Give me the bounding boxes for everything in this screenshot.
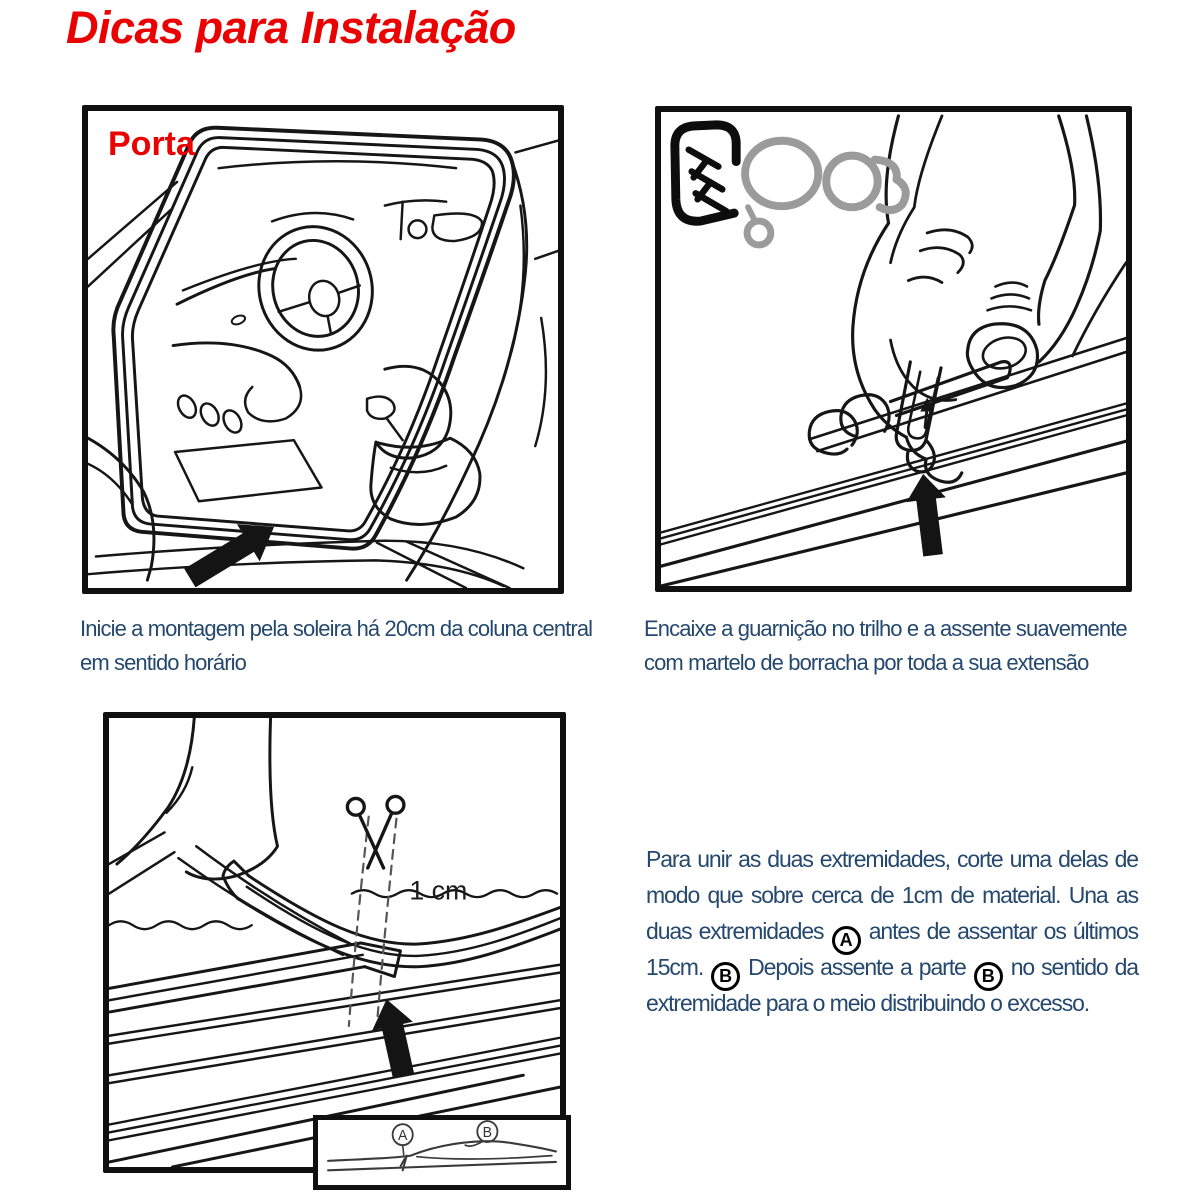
- join-instructions-line: modo que sobre cerca de 1cm de material. Una as: [646, 882, 1138, 908]
- door-panel: [82, 105, 564, 594]
- install-start-arrow: [184, 524, 274, 587]
- cut-illustration: [109, 718, 560, 1167]
- hammer-caption-line1: Encaixe a guarnição no trilho e a assente suavemente: [644, 616, 1127, 641]
- hammer-caption-line2: com martelo de borracha por toda a sua extensão: [644, 650, 1089, 675]
- scissors-icon: [347, 796, 403, 868]
- door-label: Porta: [108, 125, 195, 163]
- page-title: Dicas para Instalação: [66, 2, 516, 53]
- door-caption-line1: Inicie a montagem pela soleira há 20cm da coluna central: [80, 616, 593, 641]
- seal-profile-gray: [745, 141, 906, 245]
- joint-detail-illustration: [318, 1120, 566, 1185]
- cut-line-art: [109, 718, 560, 1167]
- car-door-illustration: [88, 111, 558, 588]
- inset-label-b: B: [482, 1124, 493, 1141]
- join-instructions-line: 15cm. B Depois assente a parte B no sentido da: [646, 949, 1138, 985]
- circled-step-badge: B: [711, 962, 740, 991]
- join-instructions-line: Para unir as duas extremidades, corte uma delas de: [646, 846, 1138, 872]
- circled-step-badge: A: [832, 926, 861, 955]
- join-instructions-line: duas extremidades A antes de assentar os últimos: [646, 913, 1138, 949]
- steering-wheel: [246, 215, 386, 363]
- hammer-panel: [655, 106, 1132, 592]
- measure-label: 1 cm: [409, 875, 468, 906]
- hammer-caption: [644, 612, 1127, 680]
- door-line-art: [88, 128, 558, 588]
- door-caption: [80, 612, 592, 680]
- circled-step-badge: B: [974, 962, 1003, 991]
- cut-panel: [103, 712, 566, 1173]
- joint-detail-inset: [313, 1115, 571, 1190]
- hand-press-illustration: [661, 112, 1126, 586]
- join-instructions-line: extremidade para o meio distribuindo o excesso.: [646, 990, 1090, 1016]
- hand-line-art: [661, 116, 1126, 586]
- seal-profile-black: [675, 125, 736, 221]
- inset-label-a: A: [397, 1127, 408, 1144]
- press-arrow: [906, 474, 945, 557]
- door-caption-line2: em sentido horário: [80, 650, 247, 675]
- join-instructions: [646, 841, 1138, 1021]
